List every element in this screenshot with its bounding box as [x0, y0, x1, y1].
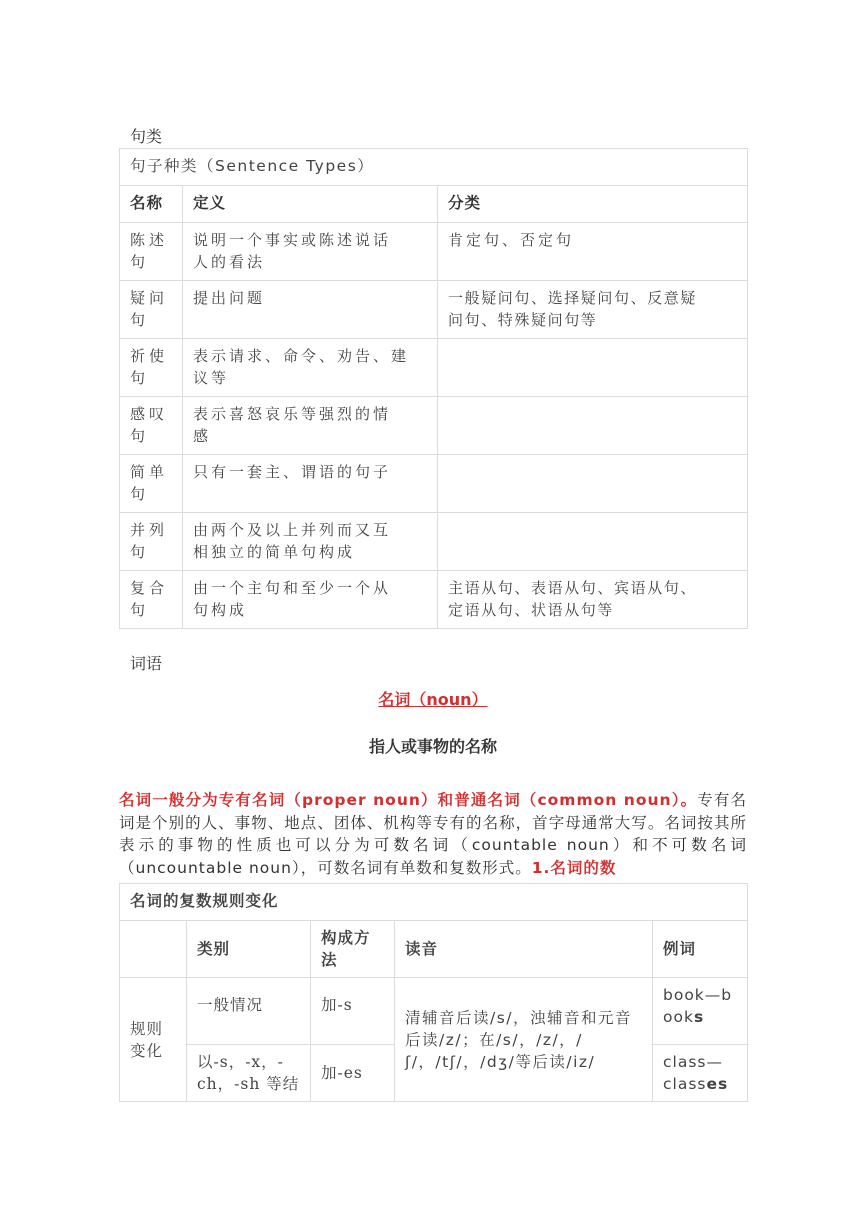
column-header-category: 类别	[187, 921, 311, 978]
section-label-sentence-types: 句类	[130, 127, 163, 146]
table-row	[120, 339, 748, 397]
sentence-type-name: 祈使	[130, 347, 169, 365]
definition-text: 表示请求、命令、劝告、建	[193, 347, 410, 365]
definition-text-cont: 句构成	[193, 601, 248, 619]
countable-noun-term: 可数名词	[373, 836, 453, 854]
table-row	[120, 571, 748, 629]
example-text-cont: ook	[663, 1008, 694, 1026]
table-row	[120, 978, 748, 1045]
paragraph-lead: 名词一般分为专有名词（proper noun）和普通名词（common noun）。	[119, 791, 698, 809]
definition-text-cont: 感	[193, 427, 212, 445]
sentence-type-name: 感叹	[130, 405, 169, 423]
column-header-definition: 定义	[183, 186, 438, 223]
example-text-cont: class	[663, 1075, 707, 1093]
column-header-example: 例词	[653, 921, 748, 978]
example-text: class—	[663, 1053, 723, 1071]
paragraph-body-2: （countable noun）和	[452, 836, 653, 854]
group-label: 规则变化	[120, 978, 187, 1102]
paragraph-body: 专有名词是个别的人、事物、地点、团体、机构等专有的名称，首字母通常大写。名词按其所表示的事物的性质也可以分为	[119, 791, 747, 854]
table-row	[120, 281, 748, 339]
method-cell: 加-s	[311, 978, 395, 1045]
sentence-type-name: 简单	[130, 463, 169, 481]
table-row	[120, 455, 748, 513]
noun-subheading: 指人或事物的名称	[368, 737, 497, 756]
sentence-types-table	[119, 148, 748, 629]
definition-text: 表示喜怒哀乐等强烈的情	[193, 405, 392, 423]
sentence-type-name-suffix: 句	[130, 601, 150, 619]
definition-text: 提出问题	[193, 289, 266, 307]
example-suffix: es	[706, 1075, 729, 1093]
sentence-type-name: 复合	[130, 579, 169, 597]
noun-intro-paragraph	[119, 789, 747, 879]
column-header-method: 构成方法	[311, 921, 395, 978]
sentence-type-name-suffix: 句	[130, 369, 150, 387]
sentence-type-name: 疑问	[130, 289, 169, 307]
category-text-cont: 定语从句、状语从句等	[448, 601, 615, 619]
definition-text: 说明一个事实或陈述说话	[193, 231, 392, 249]
sentence-type-name: 陈述	[130, 231, 169, 249]
sentence-type-name: 并列	[130, 521, 169, 539]
definition-text-cont: 相独立的简单句构成	[193, 543, 356, 561]
definition-text: 只有一套主、谓语的句子	[193, 463, 392, 481]
example-text: book—b	[663, 986, 733, 1004]
category-text: 肯定句、否定句	[448, 231, 575, 249]
table-caption: 句子种类（Sentence Types）	[120, 149, 748, 186]
uncountable-noun-term: 不可数名词	[652, 836, 747, 854]
definition-text-cont: 人的看法	[193, 253, 266, 271]
sentence-type-name-suffix: 句	[130, 253, 150, 271]
category-cell: 一般情况	[187, 978, 311, 1045]
definition-text: 由一个主句和至少一个从	[193, 579, 392, 597]
table-row	[120, 397, 748, 455]
noun-heading: 名词（noun）	[378, 690, 488, 709]
table-row	[120, 513, 748, 571]
plural-rules-table	[119, 883, 748, 1102]
column-header-name: 名称	[120, 186, 183, 223]
sentence-type-name-suffix: 句	[130, 485, 150, 503]
example-cell	[653, 1045, 748, 1102]
table-row	[120, 223, 748, 281]
table-caption: 名词的复数规则变化	[120, 884, 748, 921]
column-header-empty	[120, 921, 187, 978]
category-text: 主语从句、表语从句、宾语从句、	[448, 579, 698, 597]
paragraph-body-3: （uncountable noun），可数名词有单数和复数形式。	[119, 858, 532, 877]
column-header-pronunciation: 读音	[395, 921, 653, 978]
sentence-type-name-suffix: 句	[130, 427, 150, 445]
definition-text: 由两个及以上并列而又互	[193, 521, 392, 539]
category-cell: 以-s，-x，-ch，-sh 等结	[187, 1045, 311, 1102]
definition-text-cont: 议等	[193, 369, 230, 387]
example-cell	[653, 978, 748, 1045]
column-header-category: 分类	[438, 186, 748, 223]
category-text: 一般疑问句、选择疑问句、反意疑	[448, 289, 698, 307]
example-suffix: s	[693, 1008, 705, 1026]
sentence-type-name-suffix: 句	[130, 311, 150, 329]
pronunciation-cell: 清辅音后读/s/，浊辅音和元音后读/z/；在/s/，/z/，/ʃ/，/tʃ/，/dʒ/等后读/iz/	[395, 978, 653, 1102]
category-text-cont: 问句、特殊疑问句等	[448, 311, 598, 329]
document-page	[119, 126, 747, 1102]
method-cell: 加-es	[311, 1045, 395, 1102]
section-label-words: 词语	[130, 654, 163, 673]
subsection-noun-number: 1.名词的数	[531, 858, 617, 877]
sentence-type-name-suffix: 句	[130, 543, 150, 561]
